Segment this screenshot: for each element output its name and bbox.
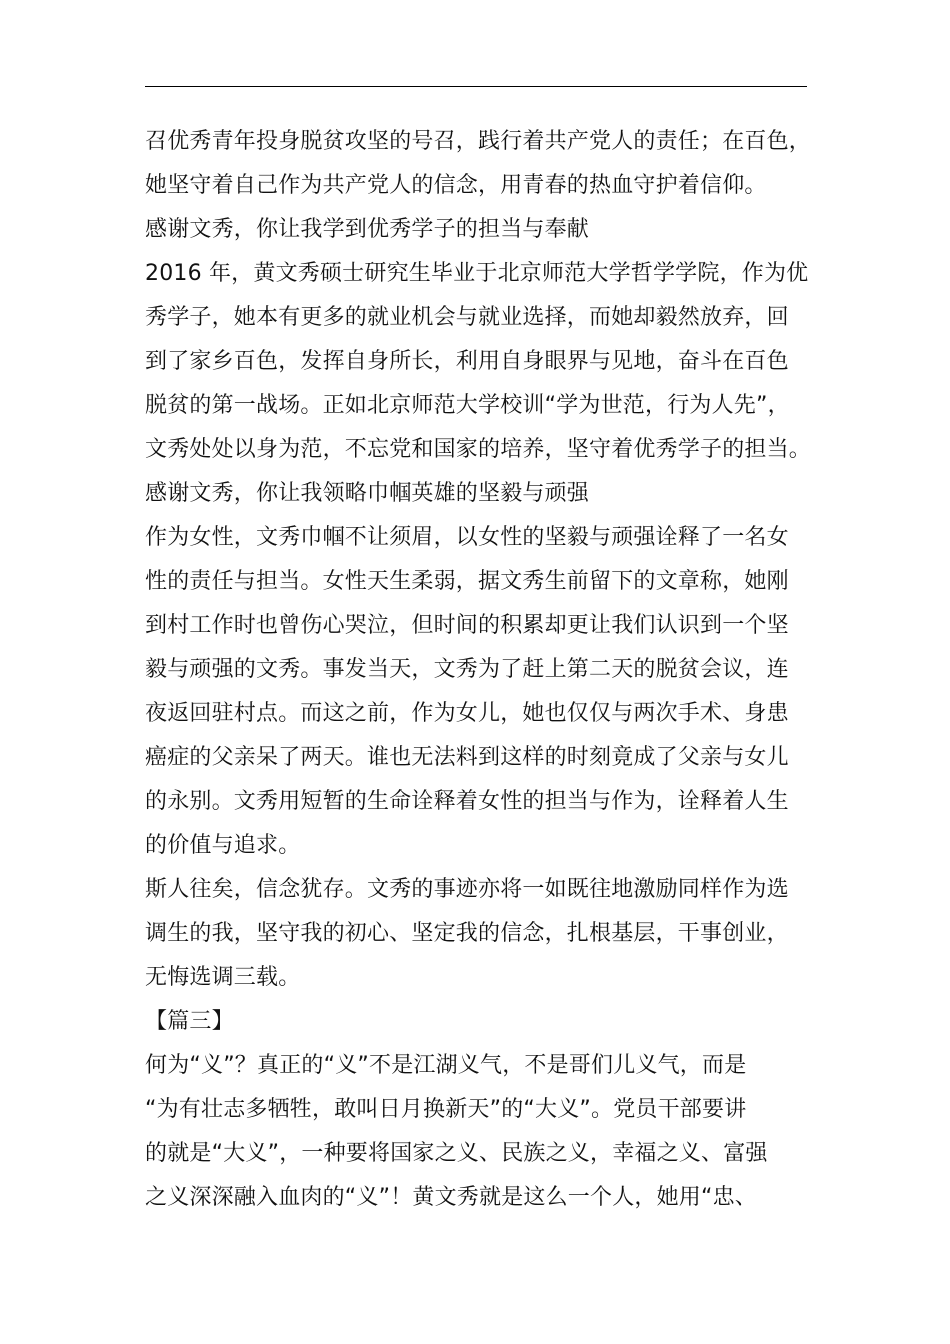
text-line: 文秀处处以身为范，不忘党和国家的培养，坚守着优秀学子的担当。	[145, 437, 812, 462]
header-rule	[145, 86, 807, 87]
text-line: 调生的我，坚守我的初心、坚定我的信念，扎根基层，干事创业，	[145, 921, 789, 946]
text-line: 无悔选调三载。	[145, 965, 301, 990]
section-heading: 感谢文秀，你让我学到优秀学子的担当与奉献	[145, 217, 590, 242]
text-line: 毅与顽强的文秀。事发当天，文秀为了赶上第二天的脱贫会议，连	[145, 657, 789, 682]
body-text	[145, 120, 825, 1220]
text-line: 癌症的父亲呆了两天。谁也无法料到这样的时刻竟成了父亲与女儿	[145, 745, 789, 770]
text-line: 到村工作时也曾伤心哭泣，但时间的积累却更让我们认识到一个坚	[145, 613, 789, 638]
text-line: 召优秀青年投身脱贫攻坚的号召，践行着共产党人的责任；在百色，	[145, 129, 812, 154]
text-line: 的就是“大义”，一种要将国家之义、民族之义，幸福之义、富强	[145, 1141, 768, 1166]
text-line: 到了家乡百色，发挥自身所长，利用自身眼界与见地，奋斗在百色	[145, 349, 789, 374]
text-line: 2016 年，黄文秀硕士研究生毕业于北京师范大学哲学学院，作为优	[145, 261, 809, 286]
section-title: 【篇三】	[145, 1009, 234, 1034]
text-line: 的永别。文秀用短暂的生命诠释着女性的担当与作为，诠释着人生	[145, 789, 789, 814]
text-line: 她坚守着自己作为共产党人的信念，用青春的热血守护着信仰。	[145, 173, 767, 198]
text-line: 夜返回驻村点。而这之前，作为女儿，她也仅仅与两次手术、身患	[145, 701, 789, 726]
text-line: 作为女性，文秀巾帼不让须眉，以女性的坚毅与顽强诠释了一名女	[145, 525, 789, 550]
text-line: 之义深深融入血肉的“义”！黄文秀就是这么一个人，她用“忠、	[145, 1185, 757, 1210]
text-line: 秀学子，她本有更多的就业机会与就业选择，而她却毅然放弃，回	[145, 305, 789, 330]
text-line: 何为“义”？真正的“义”不是江湖义气，不是哥们儿义气，而是	[145, 1053, 747, 1078]
text-line: 斯人往矣，信念犹存。文秀的事迹亦将一如既往地激励同样作为选	[145, 877, 789, 902]
text-line: 的价值与追求。	[145, 833, 301, 858]
text-line: “为有壮志多牺牲，敢叫日月换新天”的“大义”。党员干部要讲	[145, 1097, 747, 1122]
text-line: 性的责任与担当。女性天生柔弱，据文秀生前留下的文章称，她刚	[145, 569, 789, 594]
text-line: 脱贫的第一战场。正如北京师范大学校训“学为世范，行为人先”，	[145, 393, 790, 418]
section-heading: 感谢文秀，你让我领略巾帼英雄的坚毅与顽强	[145, 481, 590, 506]
